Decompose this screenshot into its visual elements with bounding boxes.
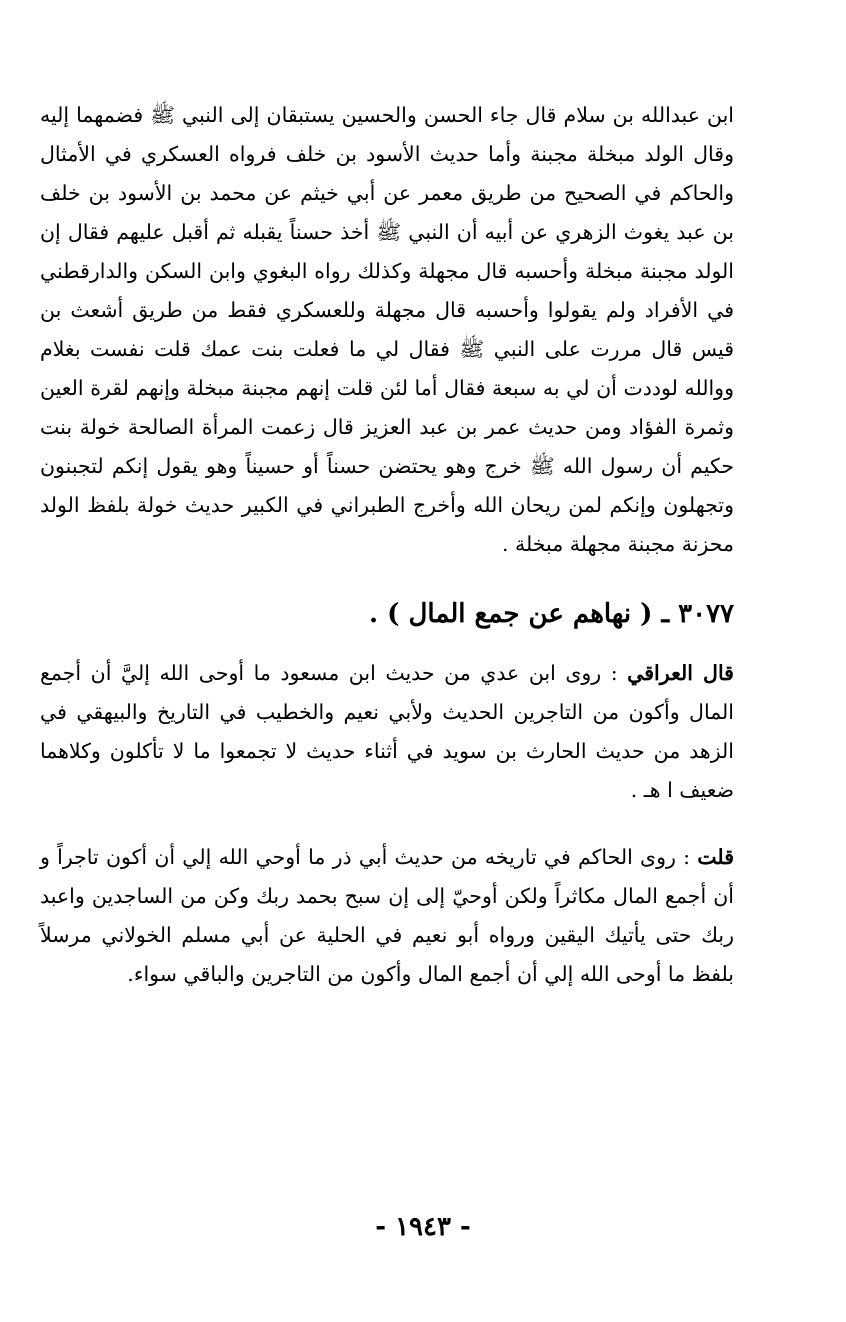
section-heading: ٣٠٧٧ ـ ( نهاهم عن جمع المال ) .: [369, 599, 734, 629]
iraqi-text: : روى ابن عدي من حديث ابن مسعود ما أوحى الله إليَّ أن أجمع المال وأكون من التاجرين الحديث ولأبي نعيم والخطيب في التاريخ والبيهقي في الزهد من حديث الحارث بن سويد في أثناء حديث لا تجمعوا ما لا تأكلون وكلاهما ضعيف ا هـ .: [40, 661, 734, 802]
qultu-paragraph: [40, 838, 734, 994]
qultu-lead: قلت: [697, 845, 734, 869]
intro-paragraph: ابن عبدالله بن سلام قال جاء الحسن والحسين يستبقان إلى النبي ﷺ فضمهما إليه وقال الولد مبخلة مجبنة وأما حديث الأسود بن خلف فرواه العسكري في الأمثال والحاكم في الصحيح من طريق معمر عن أبي خيثم عن محمد بن الأسود بن خلف بن عبد يغوث الزهري عن أبيه أن النبي ﷺ أخذ حسناً يقبله ثم أقبل عليهم فقال إن الولد مجبنة مبخلة وأحسبه قال مجهلة وكذلك رواه البغوي وابن السكن والدارقطني في الأفراد ولم يقولوا وأحسبه قال مجهلة وللعسكري فقط من طريق أشعث بن قيس قال مررت على النبي ﷺ فقال لي ما فعلت بنت عمك قلت نفست بغلام ووالله لوددت أن لي به سبعة فقال أما لئن قلت إنهم مجبنة مبخلة وإنهم لقرة العين وثمرة الفؤاد ومن حديث عمر بن عبد العزيز قال زعمت المرأة الصالحة خولة بنت حكيم أن رسول الله ﷺ خرج وهو يحتضن حسناً أو حسيناً وهو يقول إنكم لتجبنون وتجهلون وإنكم لمن ريحان الله وأخرج الطبراني في الكبير حديث خولة بلفظ الولد محزنة مجبنة مجهلة مبخلة .: [40, 103, 734, 556]
page-body: [40, 96, 734, 1022]
qultu-text: : روى الحاكم في تاريخه من حديث أبي ذر ما أوحي الله إلي أن أكون تاجراً و أن أجمع المال مكاثراً ولكن أوحيّ إلى إن سبح بحمد ربك وكن من الساجدين واعبد ربك حتى يأتيك اليقين ورواه أبو نعيم في الحلية عن أبي مسلم الخولاني مرسلاً بلفظ ما أوحى الله إلي أن أجمع المال وأكون من التاجرين والباقي سواء.: [40, 845, 734, 986]
iraqi-paragraph: [40, 654, 734, 810]
page-number: - ١٩٤٣ -: [375, 1212, 471, 1242]
iraqi-lead: قال العراقي: [627, 661, 734, 685]
